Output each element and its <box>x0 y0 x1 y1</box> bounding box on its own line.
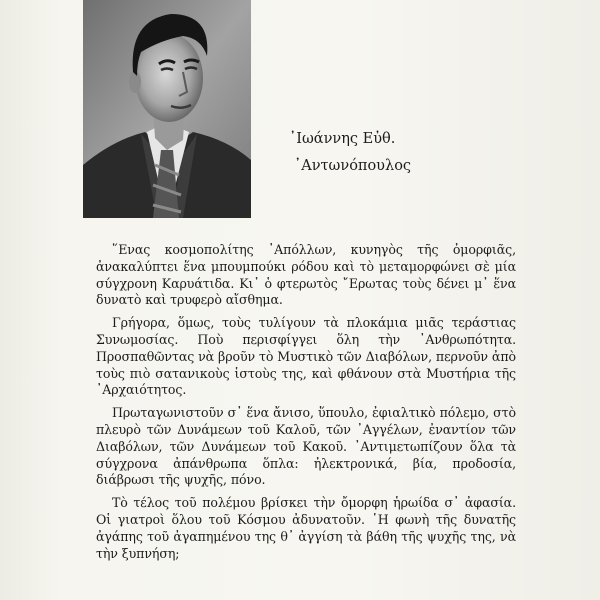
author-portrait <box>83 0 251 218</box>
paragraph-4: Τὸ τέλος τοῦ πολέμου βρίσκει τὴν ὄμορφη ἡρωίδα σ᾿ ἀφασία. Οἱ γιατροὶ ὅλου τοῦ Κόσμου ἀδυνατοῦν. ῾Η φωνὴ τῆς δυνατῆς ἀγάπης τοῦ ἀγαπημένου της θ᾿ ἀγγίση τὰ βάθη τῆς ψυχῆς της, νὰ τὴν ξυπνήση; <box>96 495 516 561</box>
paragraph-1: ῞Ενας κοσμοπολίτης ᾿Απόλλων, κυνηγὸς τῆς ὀμορφιᾶς, ἀνακαλύπτει ἕνα μπουμπούκι ρόδου καὶ τὸ μεταμορφώνει σὲ μία σύγχρονη Καρυάτιδα. Κι᾿ ὁ φτερωτὸς ῎Ερωτας τοὺς δένει μ᾿ ἕνα δυνατὸ καὶ τρυφερὸ αἴσθημα. <box>96 242 516 308</box>
author-first-name: ᾿Ιωάννης Εὐθ. <box>289 131 396 147</box>
author-name <box>289 126 411 180</box>
author-surname: ᾿Αντωνόπουλος <box>294 158 412 174</box>
paragraph-2: Γρήγορα, ὅμως, τοὺς τυλίγουν τὰ πλοκάμια μιᾶς τεράστιας Συνωμοσίας. Ποὺ περισφίγγει ὅλη τὴν ᾿Ανθρωπότητα. Προσπαθῶντας νὰ βροῦν τὸ Μυστικὸ τῶν Διαβόλων, περνοῦν ἀπὸ τοὺς πιὸ σατανικοὺς ἱστοὺς της, καὶ φθάνουν στὰ Μυστήρια τῆς ᾿Αρχαιότητος. <box>96 315 516 398</box>
paragraph-3: Πρωταγωνιστοῦν σ᾿ ἕνα ἄνισο, ὕπουλο, ἐφιαλτικὸ πόλεμο, στὸ πλευρὸ τῶν Δυνάμεων τοῦ Καλοῦ, τῶν ᾿Αγγέλων, ἐναντίον τῶν Διαβόλων, τῶν Δυνάμεων τοῦ Κακοῦ. ᾿Αντιμετωπίζουν ὅλα τὰ σύγχρονα ἀπάνθρωπα ὅπλα: ἠλεκτρονικά, βία, προδοσία, διάβρωσι τῆς ψυχῆς, πόνο. <box>96 405 516 488</box>
blurb-text <box>96 242 516 568</box>
